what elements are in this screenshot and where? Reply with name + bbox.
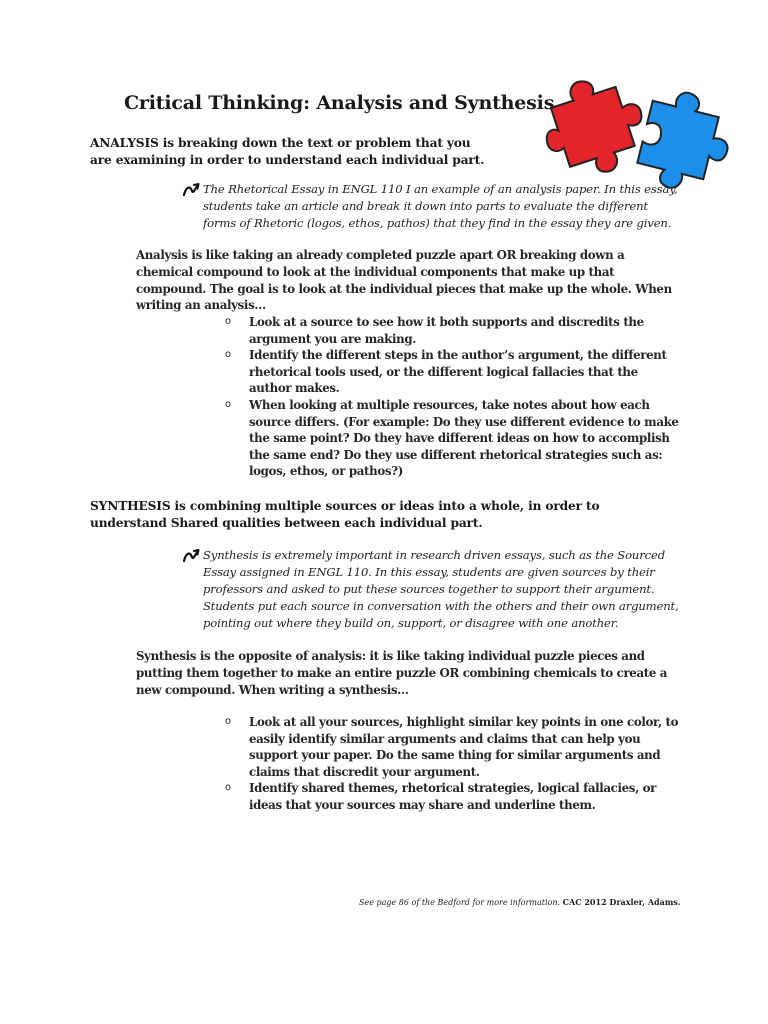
bullet-icon: o [225,349,231,361]
analysis-paragraph: Analysis is like taking an already completed puzzle apart OR breaking down a chemical compound to look at the individual components that make up that compound. The goal is to look at the individual pieces that make up the whole. When writing an analysis… [136,248,672,313]
analysis-note-text: The Rhetorical Essay in ENGL 110 I an example of an analysis paper. In this essay, students take an article and break it down into parts to evaluate the different forms of Rhetoric (logos, ethos, pathos) that they find in the essay they are given. [203,182,678,230]
synthesis-bullet-list [222,714,682,814]
bullet-icon: o [225,316,231,327]
red-puzzle-piece [538,70,655,187]
list-item-text: Identify the different steps in the author’s argument, the different rhetorical tools used, or the different logical fallacies that the author makes. [249,348,667,396]
curved-arrow-icon [182,181,200,197]
list-item [222,397,682,480]
list-item [222,314,682,347]
list-item-text: When looking at multiple resources, take notes about how each source differs. (For example: Do they use different evidence to make the same point? Do they have different ideas on how to accomplish the same end? Do they use different rhetorical strategies such as: logos, ethos, or pathos?) [249,397,679,479]
bullet-icon: o [225,398,231,410]
analysis-definition: ANALYSIS is breaking down the text or problem that you are examining in order to understand each individual part. [90,136,485,167]
list-item [222,714,682,780]
footer [359,897,681,907]
footer-credit: CAC 2012 Draxler, Adams. [562,897,681,907]
puzzle-pieces-icon [538,70,734,190]
list-item [222,780,682,813]
blue-puzzle-piece [633,85,734,190]
analysis-note [182,181,682,232]
bullet-icon: o [225,716,231,727]
analysis-bullet-list [222,314,682,480]
list-item [222,347,682,397]
curved-arrow-icon [182,547,200,563]
page-title: Critical Thinking: Analysis and Synthesis [124,92,555,114]
list-item-text: Identify shared themes, rhetorical strategies, logical fallacies, or ideas that your sources may share and underline them. [249,781,656,812]
synthesis-paragraph: Synthesis is the opposite of analysis: it is like taking individual puzzle pieces and putting them together to make an entire puzzle OR combining chemicals to create a new compound. When writing a synthesis… [136,649,668,697]
list-item-text: Look at all your sources, highlight similar key points in one color, to easily identify similar arguments and claims that can help you support your paper. Do the same thing for similar arguments and claims that discredit your argument. [249,715,679,779]
synthesis-note-text: Synthesis is extremely important in research driven essays, such as the Sourced Essay assigned in ENGL 110. In this essay, students are given sources by their professors and asked to put these sources together to support their argument. Students put each source in conversation with the others and their own argument, pointing out where they build on, support, or disagree with one another. [203,548,679,630]
list-item-text: Look at a source to see how it both supports and discredits the argument you are making. [249,315,644,346]
synthesis-definition: SYNTHESIS is combining multiple sources or ideas into a whole, in order to understand Shared qualities between each individual part. [90,499,600,530]
footer-reference: See page 86 of the Bedford for more information. [359,898,561,907]
bullet-icon: o [225,782,231,794]
synthesis-note [182,547,682,632]
